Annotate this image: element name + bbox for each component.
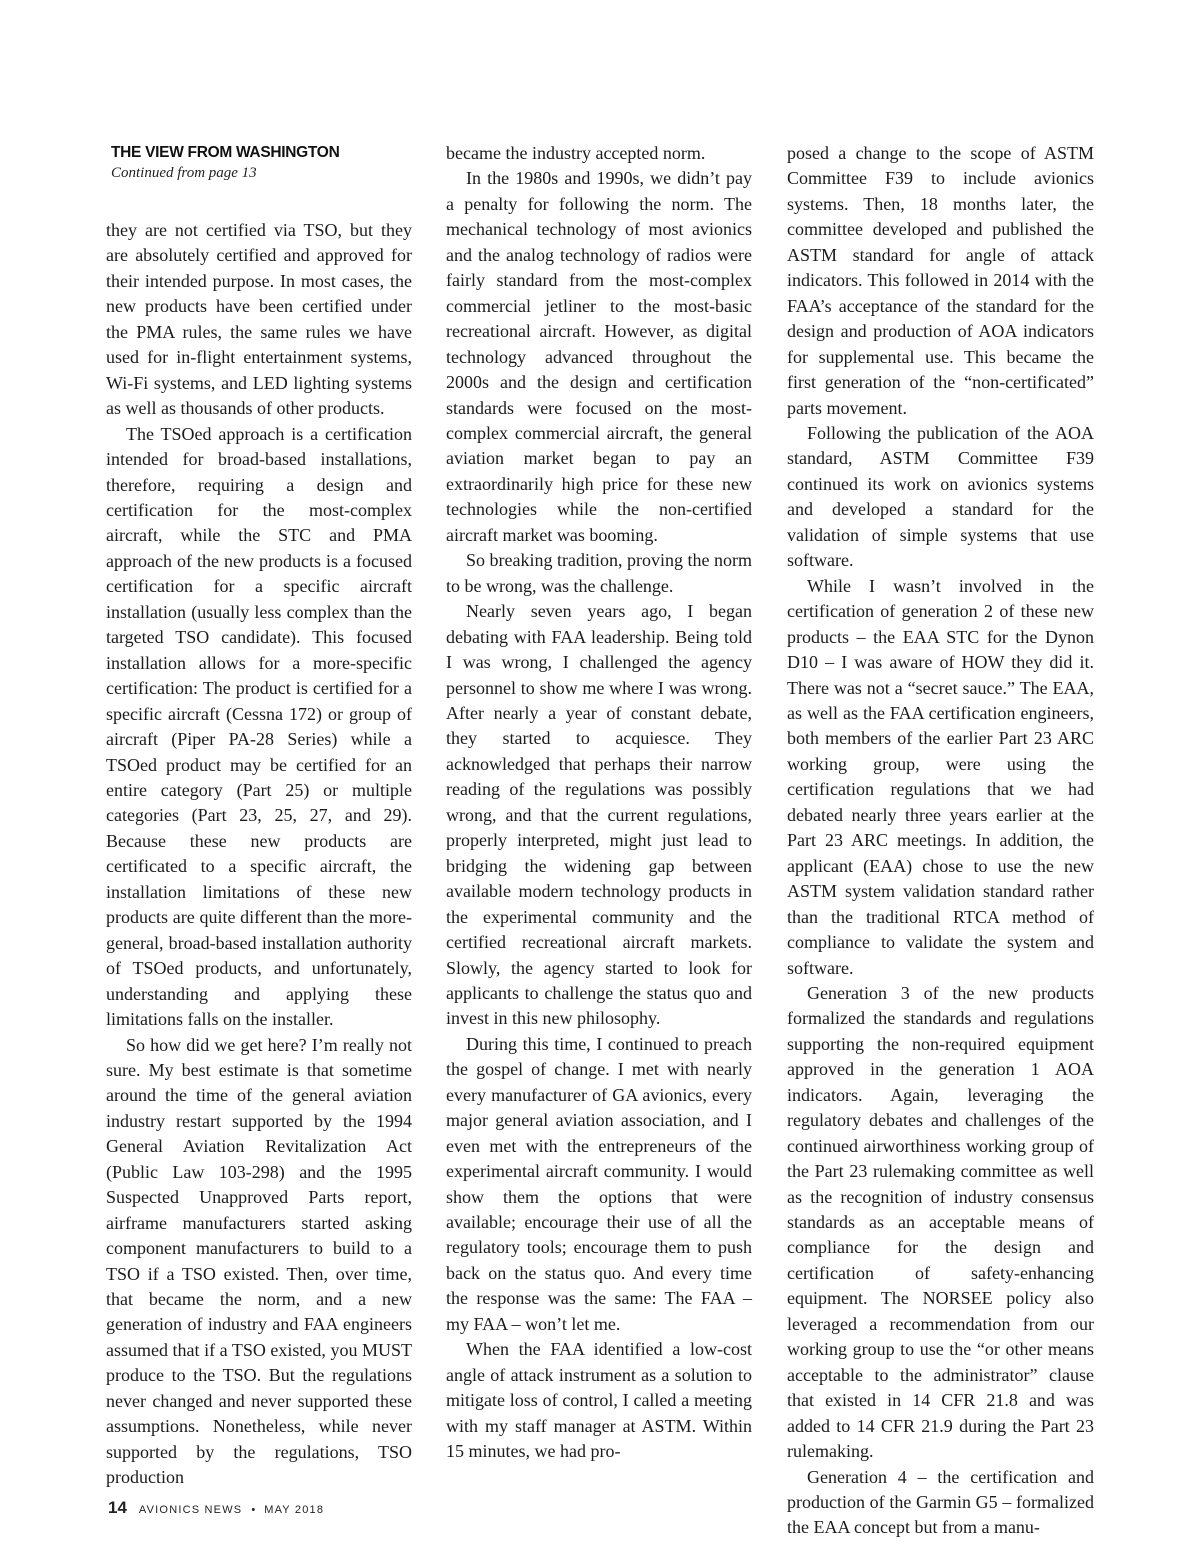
paragraph: Generation 3 of the new products formalized the standards and regulations supporting the non-required equipment approved in the generation 1 AOA indicators. Again, leveraging the regulatory debates and challenges of the continued airworthiness working group of the Part 23 rulemaking committee as well as the recognition of industry consensus standards as an acceptable means of compliance for the design and certification of safety-enhancing equipment. The NORSEE policy also leveraged a recommendation from our working group to use the “or other means acceptable to the administrator” clause that existed in 14 CFR 21.8 and was added to 14 CFR 21.9 during the Part 23 rulemaking. — [787, 982, 1094, 1462]
paragraph: So breaking tradition, proving the norm to be wrong, was the challenge. — [446, 550, 752, 596]
paragraph: So how did we get here? I’m really not sure. My best estimate is that sometime around the time of the general aviation industry restart supported by the 1994 General Aviation Revitalization Act (Public Law 103-298) and the 1995 Suspected Unapproved Parts report, airframe manufacturers started asking component manufacturers to build to a TSO if a TSO existed. Then, over time, that became the norm, and a new generation of industry and FAA engineers assumed that if a TSO existed, you MUST produce to the TSO. But the regulations never changed and never supported these assumptions. Nonetheless, while never supported by the regulations, TSO production — [106, 1034, 412, 1488]
page-number: 14 — [108, 1498, 127, 1517]
paragraph: Nearly seven years ago, I began debating with FAA leadership. Being told I was wrong, I challenged the agency personnel to show me where I was wrong. After nearly a year of constant debate, they started to acquiesce. They acknowledged that perhaps their narrow reading of the regulations was possibly wrong, and that the current regulations, properly interpreted, might just lead to bridging the widening gap between available modern technology products in the experimental community and the certified recreational aircraft markets. Slowly, the agency started to look for applicants to challenge the status quo and invest in this new philosophy. — [446, 601, 752, 1029]
paragraph: posed a change to the scope of ASTM Committee F39 to include avionics systems. Then, 18 months later, the committee developed and published the ASTM standard for angle of attack indicators. This followed in 2014 with the FAA’s acceptance of the standard for the design and production of AOA indicators for supplemental use. This became the first generation of the “non-certificated” parts movement. — [787, 143, 1094, 418]
paragraph: In the 1980s and 1990s, we didn’t pay a penalty for following the norm. The mechanical technology of most avionics and the analog technology of radios were fairly standard from the most-complex commercial jetliner to the most-basic recreational aircraft. However, as digital technology advanced throughout the 2000s and the design and certification standards were focused on the most-complex commercial aircraft, the general aviation market began to pay an extraordinarily high price for these new technologies while the non-certified aircraft market was booming. — [446, 168, 752, 545]
text-column-3 — [787, 141, 1094, 1541]
paragraph: Following the publication of the AOA standard, ASTM Committee F39 continued its work on avionics systems and developed a standard for the validation of simple systems that use software. — [787, 422, 1094, 571]
paragraph: During this time, I continued to preach the gospel of change. I met with nearly every manufacturer of GA avionics, every major general aviation association, and I even met with the entrepreneurs of the experimental aircraft community. I would show them the options that were available; encourage their use of all the regulatory tools; encourage them to push back on the status quo. And every time the response was the same: The FAA – my FAA – won’t let me. — [446, 1033, 752, 1334]
continued-note: Continued from page 13 — [111, 165, 257, 181]
paragraph: became the industry accepted norm. — [446, 143, 706, 163]
text-column-2 — [446, 141, 752, 1465]
section-title: THE VIEW FROM WASHINGTON — [111, 144, 340, 161]
paragraph: While I wasn’t involved in the certification of generation 2 of these new products – the EAA STC for the Dynon D10 – I was aware of HOW they did it. There was not a “secret sauce.” The EAA, as well as the FAA certification engineers, both members of the earlier Part 23 ARC working group, were using the certification regulations that we had debated nearly three years earlier at the Part 23 ARC meetings. In addition, the applicant (EAA) chose to use the new ASTM system validation standard rather than the traditional RTCA method of compliance to validate the system and software. — [787, 575, 1094, 978]
text-column-1 — [106, 218, 412, 1491]
page-footer — [108, 1498, 324, 1518]
paragraph: The TSOed approach is a certification intended for broad-based installations, therefore, requiring a design and certification for the most-complex aircraft, while the STC and PMA approach of the new products is a focused certification for a specific aircraft installation (usually less complex than the targeted TSO candidate). This focused installation allows for a more-specific certification: The product is certified for a specific aircraft (Cessna 172) or group of aircraft (Piper PA-28 Series) while a TSOed product may be certified for an entire category (Part 25) or multiple categories (Part 23, 25, 27, and 29). Because these new products are certificated to a specific aircraft, the installation limitations of these new products are quite different than the more-general, broad-based installation authority of TSOed products, and unfortunately, understanding and applying these limitations falls on the installer. — [106, 423, 412, 1030]
paragraph: When the FAA identified a low-cost angle of attack instrument as a solution to mitigate loss of control, I called a meeting with my staff manager at ASTM. Within 15 minutes, we had pro- — [446, 1339, 752, 1462]
bullet-separator: • — [251, 1504, 256, 1516]
paragraph: they are not certified via TSO, but they are absolutely certified and approved for their intended purpose. In most cases, the new products have been certified under the PMA rules, the same rules we have used for in-flight entertainment systems, Wi-Fi systems, and LED lighting systems as well as thousands of other products. — [106, 220, 412, 419]
paragraph: Generation 4 – the certification and production of the Garmin G5 – formalized the EAA concept but from a manu- — [787, 1466, 1094, 1538]
publication-name: AVIONICS NEWS — [138, 1504, 243, 1516]
issue-date: MAY 2018 — [264, 1504, 325, 1516]
